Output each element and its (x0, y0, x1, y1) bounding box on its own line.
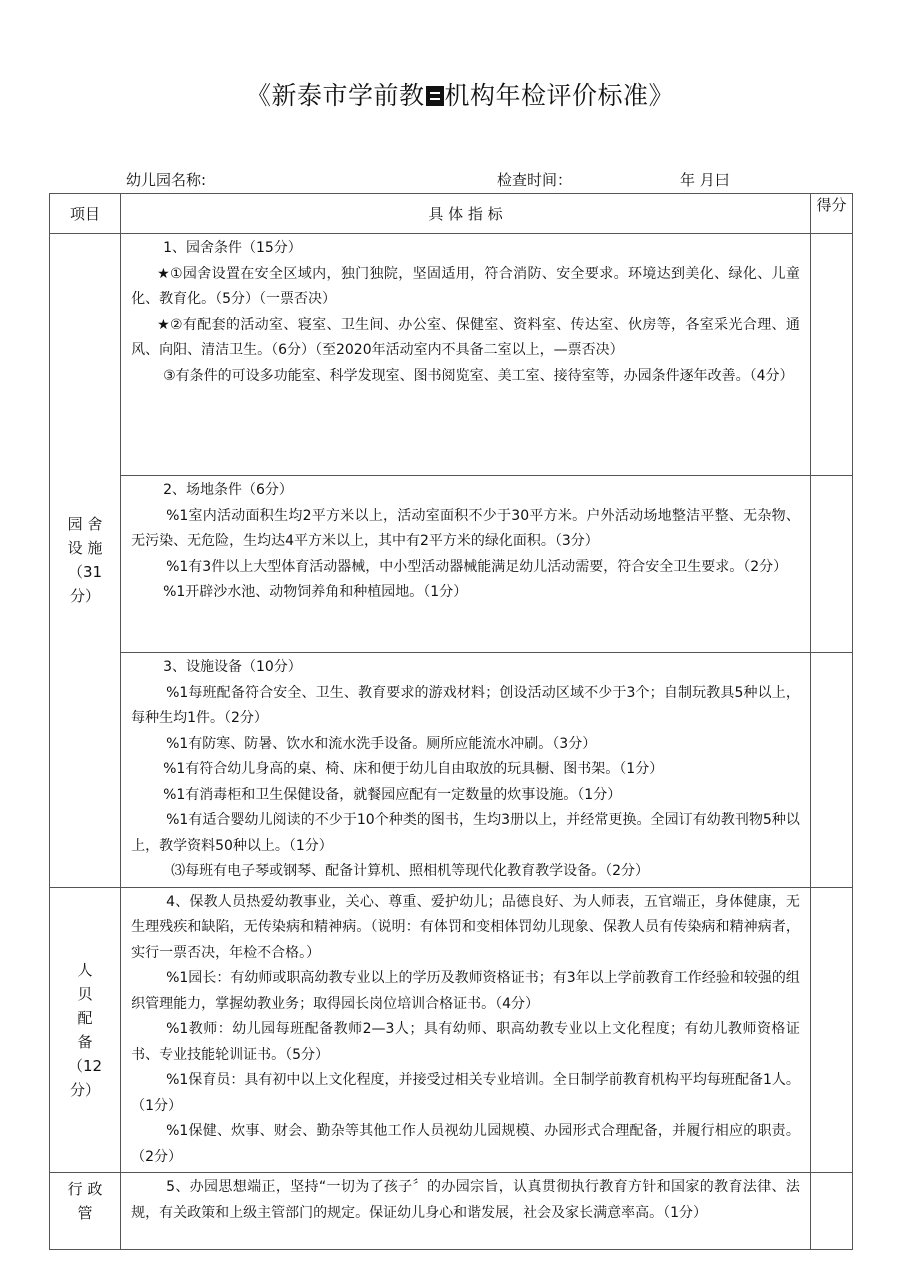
table-row (50, 1173, 853, 1250)
criterion: %1保健、炊事、财会、勤杂等其他工作人员视幼儿园规模、办园形式合理配备，并履行相应的职责。（2分） (131, 1123, 800, 1165)
score-cell[interactable] (810, 887, 852, 1173)
criterion: ★①园舍设置在安全区域内，独门独院，坚固适用，符合消防、安全要求。环境达到美化、绿化、儿童化、教育化。（5分）（一票否决） (131, 265, 800, 307)
category-line: （31 (67, 563, 103, 582)
header-item: 项目 (50, 194, 121, 234)
score-cell[interactable] (810, 476, 852, 653)
category-line: （12 (67, 1056, 103, 1075)
criterion: ⑶每班有电子琴或钢琴、配备计算机、照相机等现代化教育教学设备。（2分） (171, 863, 649, 879)
category-line: 备 (77, 1032, 93, 1051)
category-admin (50, 1173, 121, 1250)
section-3-cell (121, 653, 811, 888)
section-title: 1、园舍条件（15分） (163, 240, 302, 256)
table-row (50, 653, 853, 888)
redaction-block (426, 86, 444, 106)
category-line: 分） (70, 587, 101, 606)
criterion: %1室内活动面积生均2平方米以上，活动室面积不少于30平方米。户外活动场地整洁平整、无杂物、无污染、无危险，生均达4平方米以上，其中有2平方米的绿化面积。（3分） (131, 507, 800, 549)
table-header-row (50, 194, 853, 234)
category-line: 贝 (77, 984, 93, 1003)
criterion: 5、办园思想端正，坚持“一切为了孩子〞的办园宗旨，认真贯彻执行教育方针和国家的教育法律、法规，有关政策和上级主管部门的规定。保证幼儿身心和谐发展，社会及家长满意率高。（1分） (131, 1179, 800, 1221)
table-row (50, 234, 853, 476)
header-indicators: 具 体 指 标 (121, 194, 811, 234)
category-line: 园 舍 (67, 515, 103, 534)
table-row (50, 887, 853, 1173)
criterion: %1保育员：具有初中以上文化程度，并接受过相关专业培训。全日制学前教育机构平均每班配备1人。（1分） (131, 1072, 800, 1114)
score-cell[interactable] (810, 653, 852, 888)
criterion: %1园长：有幼师或职高幼教专业以上的学历及教师资格证书；有3年以上学前教育工作经验和较强的组织管理能力，掌握幼教业务；取得园长岗位培训合格证书。（4分） (131, 970, 800, 1012)
criterion: %1有符合幼儿身高的桌、椅、床和便于幼儿自由取放的玩具橱、图书架。（1分） (163, 761, 664, 777)
category-line: 设 施 (67, 539, 103, 558)
section-title: 2、场地条件（6分） (163, 482, 293, 498)
criterion: ★②有配套的活动室、寝室、卫生间、办公室、保健室、资料室、传达室、伙房等，各室采光合理、通风、向阳、清洁卫生。（6分）（至2020年活动室内不具备二室以上，—票否决） (131, 316, 800, 358)
section-4-cell (121, 887, 811, 1173)
criterion: ③有条件的可设多功能室、科学发现室、图书阅览室、美工室、接待室等，办园条件逐年改善。（4分） (163, 367, 794, 384)
table-row (50, 476, 853, 653)
criterion: %1有消毒柜和卫生保健设备，就餐园应配有一定数量的炊事设施。（1分） (163, 786, 622, 803)
score-cell[interactable] (810, 234, 852, 476)
category-line: 行 政 (67, 1180, 103, 1198)
criterion: 4、保教人员热爱幼教事业，关心、尊重、爱护幼儿；品德良好、为人师表，五官端正，身体健康，无生理残疾和缺陷，无传染病和精神病。（说明：有体罚和变相体罚幼儿现象、保教人员有传染病和精神病者，实行一票否决，年检不合格。） (131, 893, 800, 961)
criterion: %1每班配备符合安全、卫生、教育要求的游戏材料；创设活动区域不少于3个；自制玩教具5种以上，每种生均1件。（2分） (131, 684, 800, 726)
category-line: 配 (77, 1008, 93, 1027)
score-cell[interactable] (810, 1173, 852, 1250)
category-staffing (50, 887, 121, 1173)
document-title: 《新泰市学前教 机构年检评价标准》 (245, 81, 675, 110)
evaluation-table (49, 193, 853, 1250)
category-facilities (50, 234, 121, 888)
criterion: %1教师：幼儿园每班配备教师2—3人；具有幼师、职高幼教专业以上文化程度；有幼儿教师资格证书、专业技能轮训证书。（5分） (131, 1021, 800, 1063)
category-line: 分） (70, 1080, 101, 1099)
section-5-cell (121, 1173, 811, 1250)
kindergarten-name-label: 幼儿园名称: (126, 171, 207, 189)
category-line: 人 (77, 960, 93, 979)
criterion: %1有防寒、防暑、饮水和流水洗手设备。厕所应能流水冲刷。（3分） (166, 735, 597, 752)
date-label: 年 月曰 (680, 171, 730, 189)
criterion: %1有适合婴幼儿阅读的不少于10个种类的图书，生均3册以上，并经常更换。全园订有幼教刊物5种以上，教学资料50种以上。（1分） (131, 812, 800, 854)
section-title: 3、设施设备（10分） (163, 659, 302, 675)
criterion: %1开辟沙水池、动物饲养角和种植园地。（1分） (163, 584, 468, 600)
category-line: 管 (77, 1204, 93, 1222)
check-time-label: 检查时间： (497, 171, 573, 189)
criterion: %1有3件以上大型体育活动器械，中小型活动器械能满足幼儿活动需要，符合安全卫生要求。（2分） (166, 558, 788, 575)
section-2-cell (121, 476, 811, 653)
section-1-cell (121, 234, 811, 476)
header-score: 得分 (810, 194, 852, 234)
